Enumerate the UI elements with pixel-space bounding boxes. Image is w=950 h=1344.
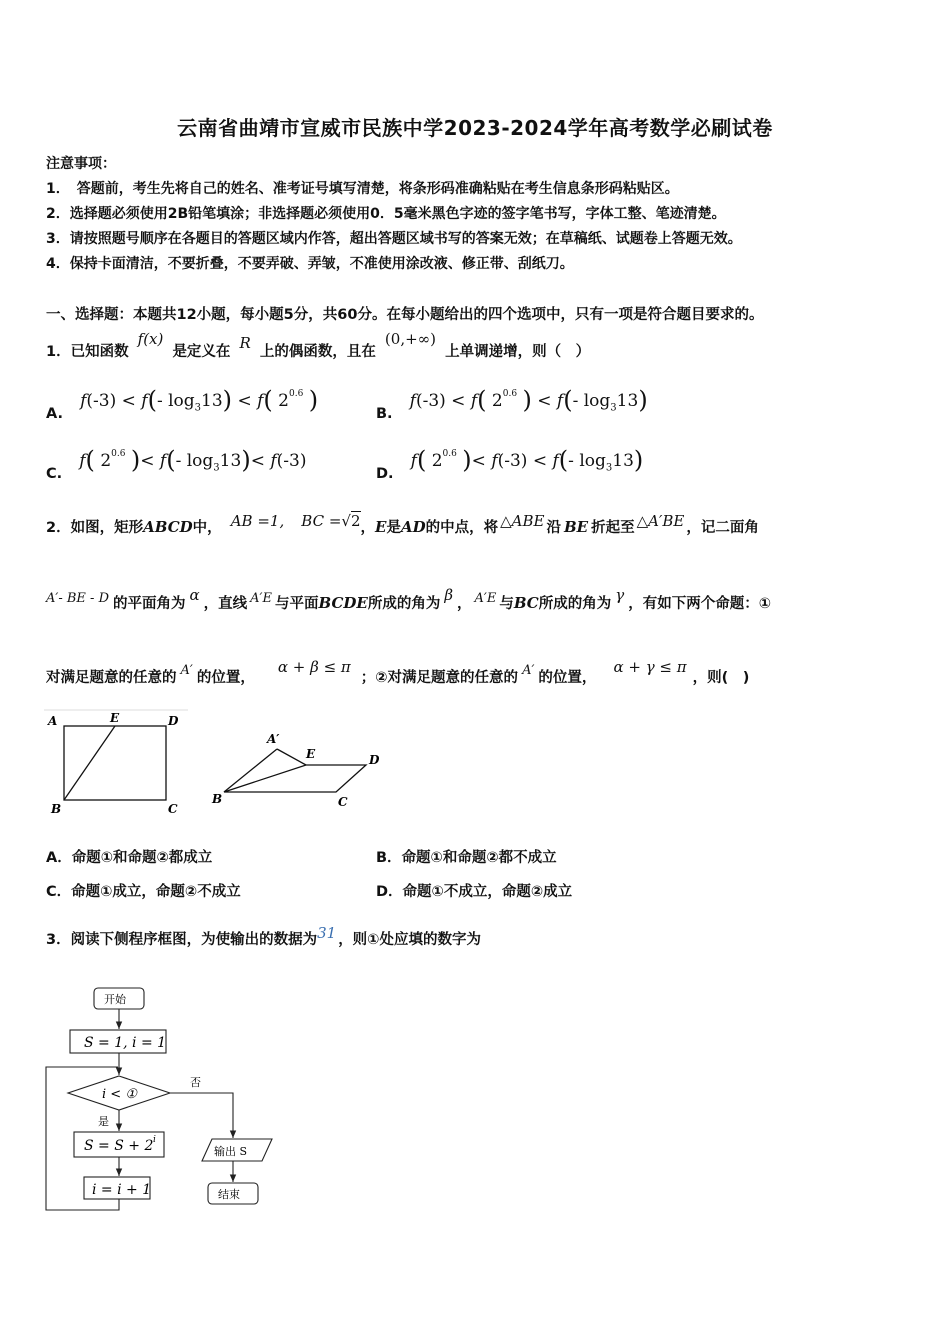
q2-text: ，有如下两个命题：① bbox=[628, 596, 771, 612]
q2-tri2: △A′BE bbox=[636, 512, 685, 530]
q2-BC: BC = bbox=[301, 512, 342, 530]
q1-fx: f(x) bbox=[137, 330, 164, 348]
label-d: D bbox=[168, 714, 179, 728]
q1-option-b[interactable] bbox=[376, 386, 648, 422]
option-label: C. bbox=[46, 466, 63, 482]
page-title: 云南省曲靖市宣威市民族中学2023-2024学年高考数学必刷试卷 bbox=[177, 116, 773, 140]
end-label: 结束 bbox=[218, 1188, 240, 1201]
no-label: 否 bbox=[190, 1076, 201, 1089]
question-3-stem bbox=[46, 924, 481, 949]
q2-text: ， bbox=[457, 596, 472, 612]
segment-ae bbox=[277, 749, 306, 765]
output-label: 输出 S bbox=[214, 1145, 248, 1158]
q2-text: 沿 bbox=[546, 520, 561, 536]
q2-text: ，则( ) bbox=[692, 670, 750, 686]
label-e: E bbox=[110, 711, 120, 725]
q2-text: ，直线 bbox=[203, 596, 248, 612]
option-expr: f(-3) < f( $2^{0.6}$ ) < f(- $\log_313$) bbox=[409, 386, 648, 414]
option-text: 命题①成立，命题②不成立 bbox=[71, 884, 241, 900]
folded-figure bbox=[211, 732, 380, 809]
q1-text: 上单调递增，则（ ） bbox=[445, 344, 591, 360]
option-label: A． bbox=[46, 850, 72, 866]
q2-BE: BE bbox=[563, 518, 589, 536]
question-2-line-2 bbox=[46, 586, 771, 613]
q2-ineq1: α + β ≤ π bbox=[277, 658, 351, 676]
q2-ineq2: α + γ ≤ π bbox=[613, 658, 687, 676]
q1-option-a[interactable] bbox=[46, 386, 319, 422]
q2-text: 所成的角为 bbox=[538, 596, 612, 612]
option-label: D. bbox=[376, 466, 394, 482]
q2-text: 折起至 bbox=[591, 520, 635, 536]
yes-label: 是 bbox=[98, 1115, 109, 1128]
q2-text: ；②对满足题意的任意的 bbox=[360, 670, 519, 686]
q1-interval: (0,+∞) bbox=[384, 330, 437, 348]
q1-option-c[interactable] bbox=[46, 446, 307, 482]
q2-text: 的中点，将 bbox=[425, 520, 499, 536]
q2-text: 是 bbox=[386, 520, 401, 536]
q1-text: 上的偶函数，且在 bbox=[259, 344, 376, 360]
option-label: A. bbox=[46, 406, 63, 422]
rectangle-figure bbox=[44, 710, 188, 816]
q2-AD: AD bbox=[400, 518, 426, 536]
q1-text: 是定义在 bbox=[172, 344, 231, 360]
option-label: B. bbox=[376, 406, 393, 422]
sqrt-sign: √ bbox=[341, 512, 351, 530]
q1-option-d[interactable] bbox=[376, 446, 644, 482]
option-label: C． bbox=[46, 884, 72, 900]
question-2-line-1 bbox=[46, 512, 759, 537]
option-text: 命题①和命题②都不成立 bbox=[401, 850, 557, 866]
label-c: C bbox=[338, 795, 348, 809]
notice-item: 2．选择题必须使用2B铅笔填涂；非选择题必须使用0．5毫米黑色字迹的签字笔书写，字体工整、笔迹清楚。 bbox=[46, 206, 726, 222]
question-2-line-3 bbox=[46, 658, 750, 687]
option-label: D． bbox=[376, 884, 403, 900]
q2-option-c[interactable] bbox=[46, 880, 241, 901]
label-b: B bbox=[212, 792, 223, 806]
q2-text: 中， bbox=[192, 520, 222, 536]
notice-item: 3．请按照题号顺序在各题目的答题区域内作答，超出答题区域书写的答案无效；在草稿纸、试题卷上答题无效。 bbox=[46, 231, 742, 247]
q3-text: ，则①处应填的数字为 bbox=[338, 932, 481, 948]
q2-text: ，记二面角 bbox=[686, 520, 759, 536]
init-label: S = 1, i = 1 bbox=[84, 1035, 167, 1051]
update-exponent: i bbox=[153, 1135, 156, 1145]
section-heading: 一、选择题：本题共12小题，每小题5分，共60分。在每小题给出的四个选项中，只有一项是符合题目要求的。 bbox=[46, 307, 764, 323]
q2-AE2: A′E bbox=[474, 591, 497, 606]
rectangle-abcd bbox=[64, 726, 166, 800]
q2-text: 对满足题意的任意的 bbox=[46, 670, 177, 686]
parallelogram-bcde bbox=[224, 765, 366, 792]
condition-label: i < ① bbox=[102, 1087, 137, 1102]
q2-text: 与 bbox=[499, 596, 514, 612]
q2-sqrt2: 2 bbox=[350, 512, 361, 530]
q2-figures bbox=[40, 706, 400, 822]
q2-text: 与平面 bbox=[274, 596, 319, 612]
q2-AE1: A′E bbox=[250, 591, 272, 606]
notice-item: 4．保持卡面清洁，不要折叠，不要弄破、弄皱，不准使用涂改液、修正带、刮纸刀。 bbox=[46, 256, 574, 272]
q2-alpha: α bbox=[189, 586, 200, 604]
notice-item: 1． 答题前，考生先将自己的姓名、准考证号填写清楚，将条形码准确粘贴在考生信息条形码粘贴区。 bbox=[46, 181, 679, 197]
q2-AB: AB =1, bbox=[230, 512, 285, 530]
increment-label: i = i + 1 bbox=[92, 1182, 152, 1198]
q2-text: 的位置， bbox=[538, 670, 597, 686]
flowchart bbox=[40, 980, 290, 1220]
segment-ba bbox=[224, 749, 277, 792]
q2-A2: A′ bbox=[522, 663, 535, 678]
q2-text: 的平面角为 bbox=[113, 596, 186, 612]
q2-text: 所成的角为 bbox=[367, 596, 441, 612]
option-label: B． bbox=[376, 850, 402, 866]
start-label: 开始 bbox=[104, 993, 126, 1006]
question-1-stem bbox=[46, 330, 591, 361]
label-d: D bbox=[369, 753, 380, 767]
q2-ABCD: ABCD bbox=[143, 518, 193, 536]
q3-text: 3．阅读下侧程序框图，为使输出的数据为 bbox=[46, 932, 318, 948]
segment-be bbox=[64, 726, 115, 800]
label-a: A bbox=[48, 714, 58, 728]
q2-text: ， bbox=[360, 520, 376, 536]
q2-E: E bbox=[375, 518, 387, 536]
label-a-prime: A′ bbox=[267, 732, 280, 746]
q2-tri1: △ABE bbox=[500, 512, 545, 530]
option-text: 命题①不成立，命题②成立 bbox=[402, 884, 573, 900]
q2-beta: β bbox=[444, 586, 453, 604]
option-expr: f( $2^{0.6}$ )< f(- $\log_313)< f(-3)$ bbox=[79, 446, 307, 474]
q2-dihedral: A′- BE - D bbox=[46, 591, 109, 606]
q2-text: 2．如图，矩形 bbox=[46, 520, 144, 536]
q2-option-d[interactable] bbox=[376, 880, 572, 901]
notice-heading: 注意事项： bbox=[46, 156, 116, 172]
label-e: E bbox=[306, 747, 316, 761]
label-b: B bbox=[51, 802, 62, 816]
q1-text: 1．已知函数 bbox=[46, 344, 129, 360]
update-label: S = S + 2 bbox=[84, 1138, 154, 1154]
q2-BC2: BC bbox=[513, 594, 539, 612]
q2-option-a[interactable] bbox=[46, 846, 212, 867]
option-expr: f(-3) < f(- $\log_313) < f$( $2^{0.6}$ ) bbox=[80, 386, 319, 414]
q2-A1: A′ bbox=[180, 663, 193, 678]
q2-gamma: γ bbox=[615, 586, 625, 604]
q2-text: 的位置， bbox=[196, 670, 255, 686]
q3-value: 31 bbox=[317, 924, 337, 942]
q2-BCDE: BCDE bbox=[318, 594, 368, 612]
option-expr: f( $2^{0.6}$ )< f(-3) < f(- $\log_313$) bbox=[410, 446, 644, 474]
no-branch-line bbox=[170, 1093, 233, 1138]
q1-R: R bbox=[239, 334, 251, 352]
label-c: C bbox=[168, 802, 178, 816]
q2-option-b[interactable] bbox=[376, 846, 557, 867]
option-text: 命题①和命题②都成立 bbox=[71, 850, 213, 866]
